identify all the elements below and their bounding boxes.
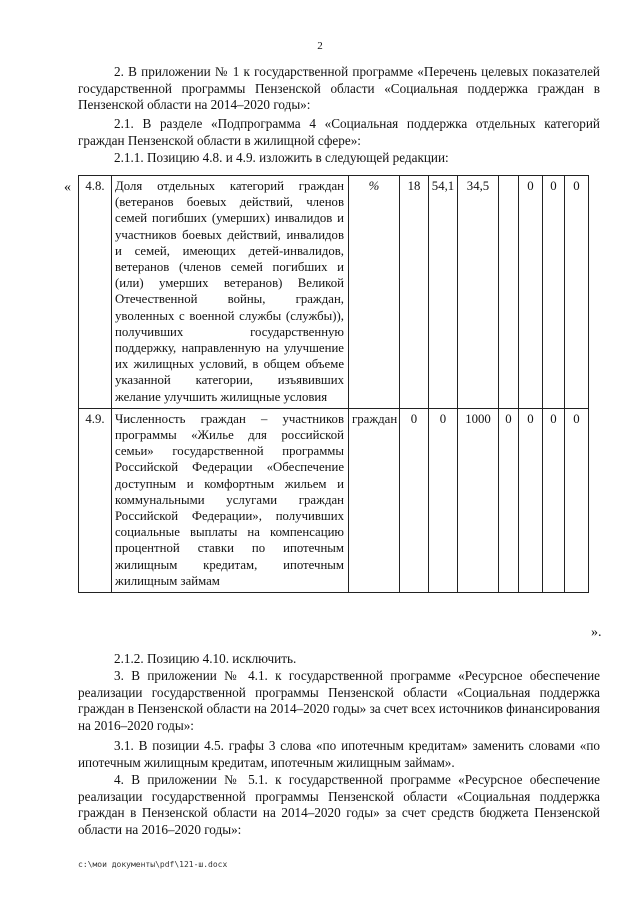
paragraph-item-2-1-2: 2.1.2. Позицию 4.10. исключить. <box>114 651 297 666</box>
file-path-footer: c:\мои документы\pdf\121-ш.docx <box>78 860 228 869</box>
value-cell: 0 <box>499 408 519 592</box>
table-row <box>79 176 589 409</box>
value-cell: 0 <box>565 408 589 592</box>
paragraph-item-3: 3. В приложении № 4.1. к государственной программе «Ресурсное обеспечение реализации государственной программы Пензенской области «Социальная поддержка граждан в Пензенской области на 2014–2020 годы» за счет всех источников финансирования на 2016–2020 годы»: <box>78 668 600 733</box>
row-number: 4.8. <box>79 176 112 409</box>
paragraph-item-4: 4. В приложении № 5.1. к государственной программе «Ресурсное обеспечение реализации государственной программы Пензенской области «Социальная поддержка граждан в Пензенской области на 2014–2020 годы» за счет средств бюджета Пензенской области на 2016–2020 годы»: <box>78 772 600 837</box>
closing-quote: ». <box>591 625 602 640</box>
paragraph-item-2: 2. В приложении № 1 к государственной программе «Перечень целевых показателей государственной программы Пензенской области «Социальная поддержка граждан в Пензенской области на 2014–2020 годы»: <box>78 64 600 112</box>
value-cell: 0 <box>400 408 429 592</box>
value-cell: 34,5 <box>458 176 499 409</box>
value-cell: 54,1 <box>429 176 458 409</box>
row-number: 4.9. <box>79 408 112 592</box>
indicator-name: Доля отдельных категорий граждан (ветеранов боевых действий, членов семей погибших (умерших) инвалидов и участников боевых действий, инвалидов и семей, имеющих детей-инвалидов, ветеранов (членов семей погибших и (или) умерших ветеранов) Великой Отечественной войны, граждан, уволенных с военной службы (службы)), получивших государственную поддержку, направленную на улучшение их жилищных условий, в общем объеме указанной категории, изъявивших желание улучшить жилищные условия <box>112 176 349 409</box>
paragraph-item-2-1: 2.1. В разделе «Подпрограмма 4 «Социальная поддержка отдельных категорий граждан Пензенской области в жилищной сфере»: <box>78 116 600 148</box>
value-cell: 0 <box>543 176 565 409</box>
value-cell: 0 <box>519 408 543 592</box>
table-row <box>79 408 589 592</box>
unit-cell: граждан <box>349 408 400 592</box>
paragraph-item-2-1-1: 2.1.1. Позицию 4.8. и 4.9. изложить в следующей редакции: <box>114 150 449 165</box>
value-cell: 18 <box>400 176 429 409</box>
opening-quote: « <box>64 180 71 195</box>
indicator-name: Численность граждан – участников программы «Жилье для российской семьи» государственной программы Российской Федерации «Обеспечение доступным и комфортным жильем и коммунальными услугами граждан Российской Федерации», получивших социальные выплаты на компенсацию процентной ставки по ипотечным жилищным кредитам, ипотечным жилищным займам <box>112 408 349 592</box>
indicators-table <box>78 175 589 593</box>
paragraph-item-3-1: 3.1. В позиции 4.5. графы 3 слова «по ипотечным кредитам» заменить словами «по ипотечным жилищным кредитам, ипотечным жилищным займам». <box>78 738 600 770</box>
value-cell: 0 <box>543 408 565 592</box>
value-cell: 1000 <box>458 408 499 592</box>
value-cell: 0 <box>519 176 543 409</box>
value-cell: 0 <box>429 408 458 592</box>
value-cell <box>499 176 519 409</box>
value-cell: 0 <box>565 176 589 409</box>
page-number: 2 <box>317 40 323 52</box>
unit-cell: % <box>349 176 400 409</box>
